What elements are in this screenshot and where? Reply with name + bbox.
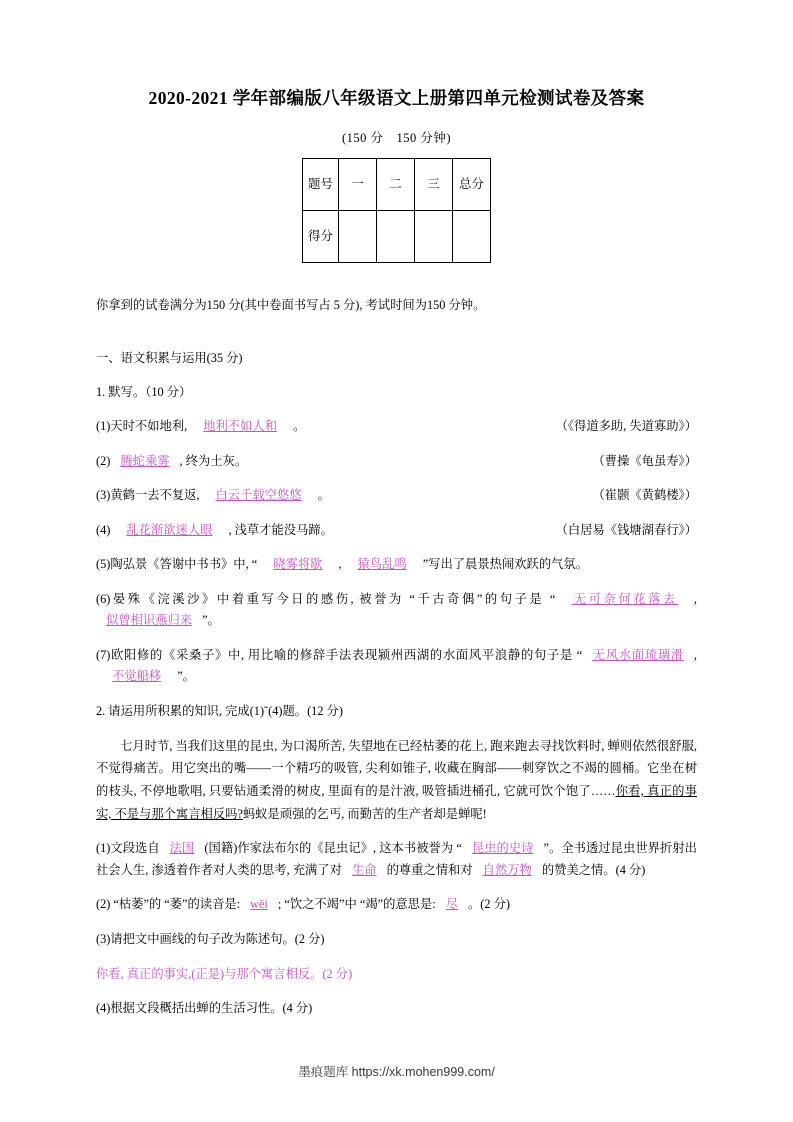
label-line-1: 题号 [307,176,333,191]
question-2-sub-2 [96,894,697,916]
passage-underlined-sentence: 你看, 真正的事实, 不是与那个寓言相反吗? [96,783,697,821]
item-prefix: (6)晏殊《浣溪沙》中着重写今日的感伤, 被誉为 “千古奇偶”的句子是 “ [96,591,556,606]
question-2-stem: 2. 请运用所积累的知识, 完成(1)˜(4)题。(12 分) [96,704,343,718]
blank-answer-2[interactable]: 不觉船移 [112,669,162,684]
line [96,451,697,473]
question-1-item-1 [96,416,697,438]
blank-answer-meaning[interactable]: 尽 [445,897,458,912]
question-source: （白居易《钱塘湖春行》） [555,522,697,537]
question-2-sub-3-answer: 你看, 真正的事实,(正是)与那个寓言相反。(2 分) [96,966,353,981]
line [96,485,697,507]
table-cell-col-3: 三 [415,158,453,210]
blank-answer[interactable]: 腾蛇乘雾 [120,453,170,468]
item-suffix: , 浅草才能没马蹄。 [228,522,333,537]
question-2-sub-3: (3)请把文中画线的句子改为陈述句。(2 分) [96,932,325,946]
line [96,520,697,542]
blank-answer-2[interactable]: 似曾相识燕归来 [106,613,193,628]
blank-answer-life[interactable]: 生命 [351,862,377,877]
line [96,416,697,438]
item-suffix: ”。 [177,669,195,684]
question-1-item-5 [96,554,697,576]
passage-tail: 蚂蚁是顽强的乞丐, 而勤苦的生产者却是蝉呢! [242,806,487,821]
sub-mid: ; “饮之不竭”中 “竭”的意思是: [277,897,436,912]
question-source: （崔颢《黄鹤楼》） [592,488,697,503]
sub-mid-2: ”。全书透过昆虫世界折射出社会人生, 渗透着作者对人类的思考, 充满了对 [96,841,697,877]
item-prefix: (5)陶弘景《答谢中书书》中, “ [96,557,258,572]
item-suffix: ”写出了晨景热闹欢跃的气氛。 [422,557,589,572]
question-source: （曹操《龟虽寿》） [592,453,697,468]
score-table-wrapper [96,158,697,263]
item-suffix: ”。 [202,613,220,628]
blank-answer-1[interactable]: 无风水面琉璃滑 [592,647,684,662]
question-1-item-6 [96,589,697,632]
question-1-item-4 [96,520,697,542]
table-cell-score-label: 得分 [303,210,339,262]
item-suffix: 。 [317,488,330,503]
table-cell-score-1[interactable] [339,210,377,262]
question-2-sub-4: (4)根据文段概括出蝉的生活习性。(4 分) [96,1001,313,1016]
item-prefix: (2) [96,453,111,468]
sub-suffix: 。(2 分) [468,897,511,912]
table-cell-col-2: 二 [377,158,415,210]
table-cell-col-1: 一 [339,158,377,210]
question-2-sub-1 [96,838,697,881]
sub-mid-3: 的尊重之情和对 [386,862,473,877]
question-1-item-2 [96,451,697,473]
item-separator: , [693,647,697,662]
blank-answer[interactable]: 地利不如人和 [203,419,277,434]
question-2-passage [96,735,697,826]
table-row [303,210,491,262]
sub-prefix: (1)文段选自 [96,841,160,856]
blank-answer-nature[interactable]: 自然万物 [482,862,532,877]
item-prefix: (3)黄鹤一去不复返, [96,488,200,503]
sub-prefix: (2) “枯萎”的 “萎”的读音是: [96,897,241,912]
table-cell-question-label [303,158,339,210]
score-table [302,158,491,263]
question-1-item-7 [96,645,697,688]
blank-answer[interactable]: 乱花渐欲迷人眼 [126,522,213,537]
exam-instructions: 你拿到的试卷满分为150 分(其中卷面书写占 5 分), 考试时间为150 分钟。 [96,297,486,312]
question-source: （《得道多助, 失道寡助》） [555,419,697,434]
table-cell-total: 总分 [453,158,491,210]
question-1-stem: 1. 默写。（10 分） [96,384,192,399]
item-suffix: , 终为土灰。 [179,453,248,468]
blank-answer-epithet[interactable]: 昆虫的史诗 [471,841,534,856]
exam-subtitle: (150 分 150 分钟) [341,130,452,145]
item-prefix: (4) [96,522,111,537]
item-prefix: (1)天时不如地利, [96,419,188,434]
blank-answer-country[interactable]: 法国 [169,841,195,856]
table-cell-score-2[interactable] [377,210,415,262]
question-1-item-3 [96,485,697,507]
blank-answer[interactable]: 白云千载空悠悠 [215,488,302,503]
item-prefix: (7)欧阳修的《采桑子》中, 用比喻的修辞手法表现颍州西湖的水面风平浪静的句子是 “ [96,647,583,662]
footer-watermark: 墨痕题库 https://xk.mohen999.com/ [298,1065,495,1079]
sub-mid-1: (国籍)作家法布尔的《昆虫记》, 这本书被誉为 “ [204,841,462,856]
blank-answer-1[interactable]: 无可奈何花落去 [571,591,678,606]
blank-answer-2[interactable]: 猿鸟乱鸣 [357,557,407,572]
passage-text: 七月时节, 当我们这里的昆虫, 为口渴所苦, 失望地在已经枯萎的花上, 跑来跑去寻找饮料时, 蝉则依然很舒服, 不觉得痛苦。用它突出的嘴——一个精巧的吸管, 尖利如锥子, 收藏在胸部——刺穿饮之不竭的圆桶。它坐在树的枝头, 不停地歌唱, 只要钻通柔滑的树皮, 里面有的是汁液, 吸管插进桶孔, 它就可饮个饱了…… [96,738,697,798]
blank-answer-1[interactable]: 晓雾将歇 [273,557,323,572]
sub-suffix: 的赞美之情。(4 分) [541,862,646,877]
table-cell-score-3[interactable] [415,210,453,262]
table-row [303,158,491,210]
page-title: 2020-2021 学年部编版八年级语文上册第四单元检测试卷及答案 [148,88,645,108]
table-cell-score-total[interactable] [453,210,491,262]
section-1-title: 一、语文积累与运用(35 分) [96,351,243,366]
blank-answer-pinyin[interactable]: wěi [250,897,268,912]
item-suffix: 。 [293,419,306,434]
item-separator: , [338,557,342,572]
item-separator: , [693,591,697,606]
